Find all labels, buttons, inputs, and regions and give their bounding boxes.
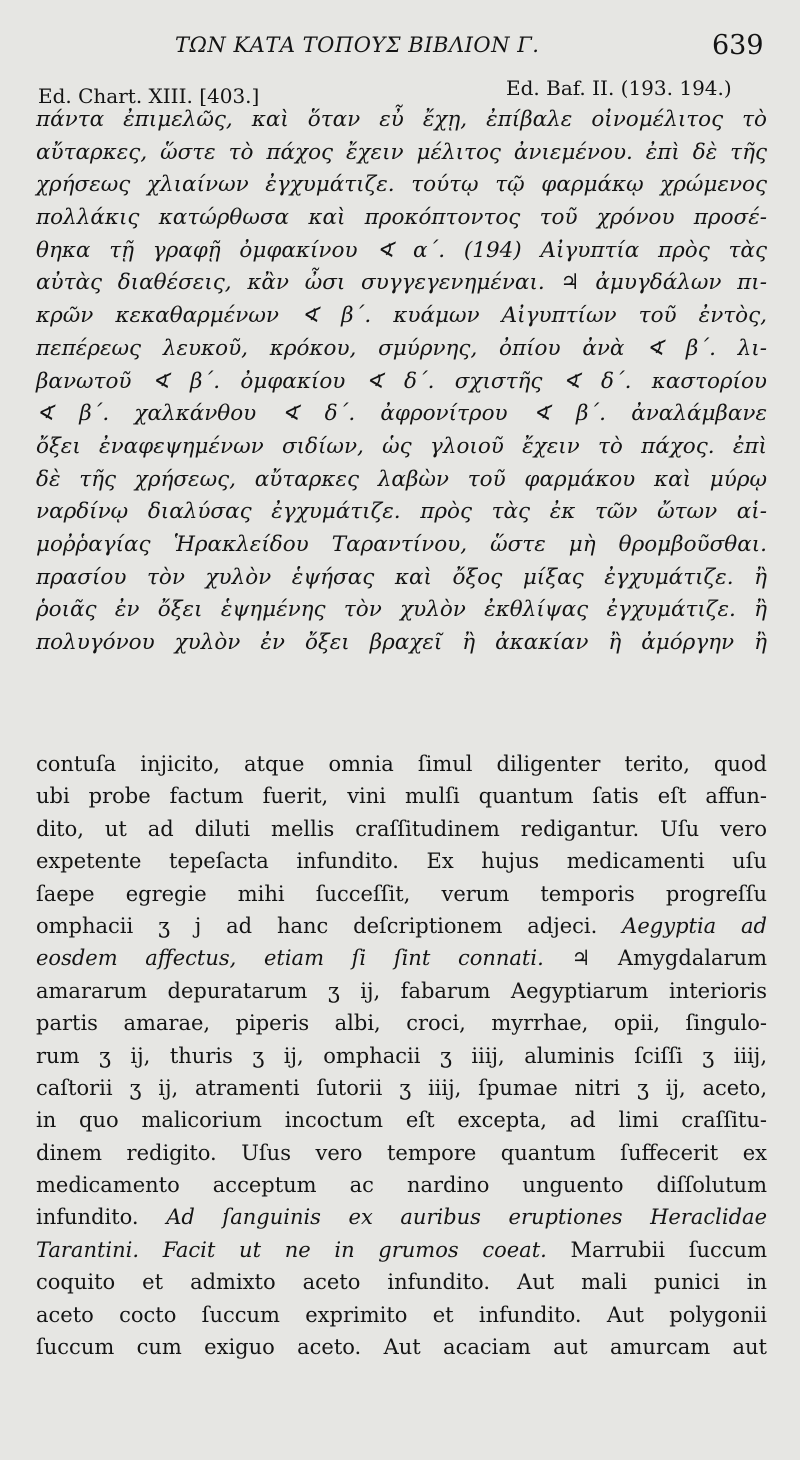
greek-line: πάντα ἐπιμελῶς, καὶ ὅταν εὖ ἔχῃ, ἐπίβαλε οἰνομέλιτος τὸ xyxy=(36,107,767,132)
latin-line-text: omphacii ʒ j ad hanc deſcriptionem adjeci. xyxy=(36,913,598,938)
latin-line: ubi probe factum fuerit, vini mulſi quantum ſatis eſt affun- xyxy=(36,784,767,809)
greek-text-block xyxy=(36,104,767,660)
latin-line-text: infundito. xyxy=(36,1205,139,1230)
latin-italic-heading: Aegyptia ad xyxy=(622,913,767,938)
latin-line-text: ♃ Amygdalarum xyxy=(571,946,767,971)
latin-line xyxy=(36,910,767,942)
latin-italic-heading: eosdem affectus, etiam ſi ſint connati. xyxy=(36,946,544,971)
greek-line: πολλάκις κατώρθωσα καὶ προκόπτοντος τοῦ χρόνου προσέ- xyxy=(36,205,767,231)
greek-line: πεπέρεως λευκοῦ, κρόκου, σμύρνης, ὀπίου ἀνὰ ∢ β΄. λι- xyxy=(36,335,767,361)
latin-line-text: Marrubii ſuccum xyxy=(570,1237,767,1262)
greek-line: κρῶν κεκαθαρμένων ∢ β΄. κυάμων Αἰγυπτίων τοῦ ἐντὸς, xyxy=(36,303,767,329)
latin-line: ſuccum cum exiguo aceto. Aut acaciam aut amurcam aut xyxy=(36,1335,767,1360)
latin-line: dinem redigito. Uſus vero tempore quantum ſuffecerit ex xyxy=(36,1140,767,1165)
greek-line: ναρδίνῳ διαλύσας ἐγχυμάτιζε. πρὸς τὰς ἐκ τῶν ὤτων αἱ- xyxy=(36,499,767,525)
greek-line: αὔταρκες, ὥστε τὸ πάχος ἔχειν μέλιτος ἀνιεμένου. ἐπὶ δὲ τῆς xyxy=(36,139,767,165)
latin-line: contuſa injicito, atque omnia ſimul diligenter terito, quod xyxy=(36,752,767,776)
greek-line: βανωτοῦ ∢ β΄. ὀμφακίου ∢ δ΄. σχιστῆς ∢ δ΄. καστορίου xyxy=(36,368,767,394)
latin-line xyxy=(36,1201,767,1233)
greek-line: αὐτὰς διαθέσεις, κἂν ὦσι συγγεγενημέναι. ♃ ἀμυγδάλων πι- xyxy=(36,270,767,296)
latin-line: rum ʒ ij, thuris ʒ ij, omphacii ʒ iiij, aluminis ſciſſi ʒ iiij, xyxy=(36,1043,767,1068)
latin-line xyxy=(36,1234,767,1266)
edition-reference-left: Ed. Chart. XIII. [403.] xyxy=(38,84,260,108)
greek-line: δὲ τῆς χρήσεως, αὔταρκες λαβὼν τοῦ φαρμάκου καὶ μύρῳ xyxy=(36,466,767,492)
greek-line: ∢ β΄. χαλκάνθου ∢ δ΄. ἀφρονίτρου ∢ β΄. ἀναλάμβανε xyxy=(36,401,767,427)
latin-text-block xyxy=(36,748,767,1363)
greek-line: ὄξει ἐναφεψημένων σιδίων, ὡς γλοιοῦ ἔχειν τὸ πάχος. ἐπὶ xyxy=(36,433,767,459)
page-number: 639 xyxy=(712,30,764,61)
latin-line: aceto cocto ſuccum exprimito et infundito. Aut polygonii xyxy=(36,1302,767,1327)
latin-line: caſtorii ʒ ij, atramenti ſutorii ʒ iiij, ſpumae nitri ʒ ij, aceto, xyxy=(36,1075,767,1100)
latin-line: medicamento acceptum ac nardino unguento diſſolutum xyxy=(36,1173,767,1198)
greek-line: θηκα τῇ γραφῇ ὀμφακίνου ∢ α΄. (194) Αἰγυπτία πρὸς τὰς xyxy=(36,237,767,263)
latin-line xyxy=(36,942,767,974)
running-title: ΤΩΝ ΚΑΤΑ ΤΟΠΟΥΣ ΒΙΒΛΙΟΝ Γ. xyxy=(175,33,540,57)
greek-line: πολυγόνου χυλὸν ἐν ὄξει βραχεῖ ἢ ἀκακίαν ἢ ἀμόργην ἢ xyxy=(36,630,767,655)
latin-line: coquito et admixto aceto infundito. Aut mali punici in xyxy=(36,1270,767,1295)
latin-line: in quo malicorium incoctum eſt excepta, ad limi craſſitu- xyxy=(36,1108,767,1133)
latin-line: expetente tepeſacta infundito. Ex hujus medicamenti uſu xyxy=(36,849,767,874)
latin-line: dito, ut ad diluti mellis craſſitudinem redigantur. Uſu vero xyxy=(36,816,767,841)
latin-line: ſaepe egregie mihi ſucceſſit, verum temporis progreſſu xyxy=(36,881,767,906)
greek-line: ῥοιᾶς ἐν ὄξει ἑψημένης τὸν χυλὸν ἐκθλίψας ἐγχυμάτιζε. ἢ xyxy=(36,597,767,623)
latin-italic-heading: Tarantini. Facit ut ne in grumos coeat. xyxy=(36,1237,547,1262)
greek-line: πρασίου τὸν χυλὸν ἑψήσας καὶ ὄξος μίξας ἐγχυμάτιζε. ἢ xyxy=(36,564,767,590)
edition-reference-right: Ed. Baf. II. (193. 194.) xyxy=(506,76,732,100)
latin-italic-heading: Ad ſanguinis ex auribus eruptiones Heraclidae xyxy=(166,1205,767,1230)
greek-line: μοῤῥαγίας Ἡρακλείδου Ταραντίνου, ὥστε μὴ θρομβοῦσθαι. xyxy=(36,531,767,557)
greek-line: χρήσεως χλιαίνων ἐγχυμάτιζε. τούτῳ τῷ φαρμάκῳ χρώμενος xyxy=(36,172,767,198)
latin-line: amararum depuratarum ʒ ij, fabarum Aegyptiarum interioris xyxy=(36,978,767,1003)
latin-line: partis amarae, piperis albi, croci, myrrhae, opii, ſingulo- xyxy=(36,1011,767,1036)
